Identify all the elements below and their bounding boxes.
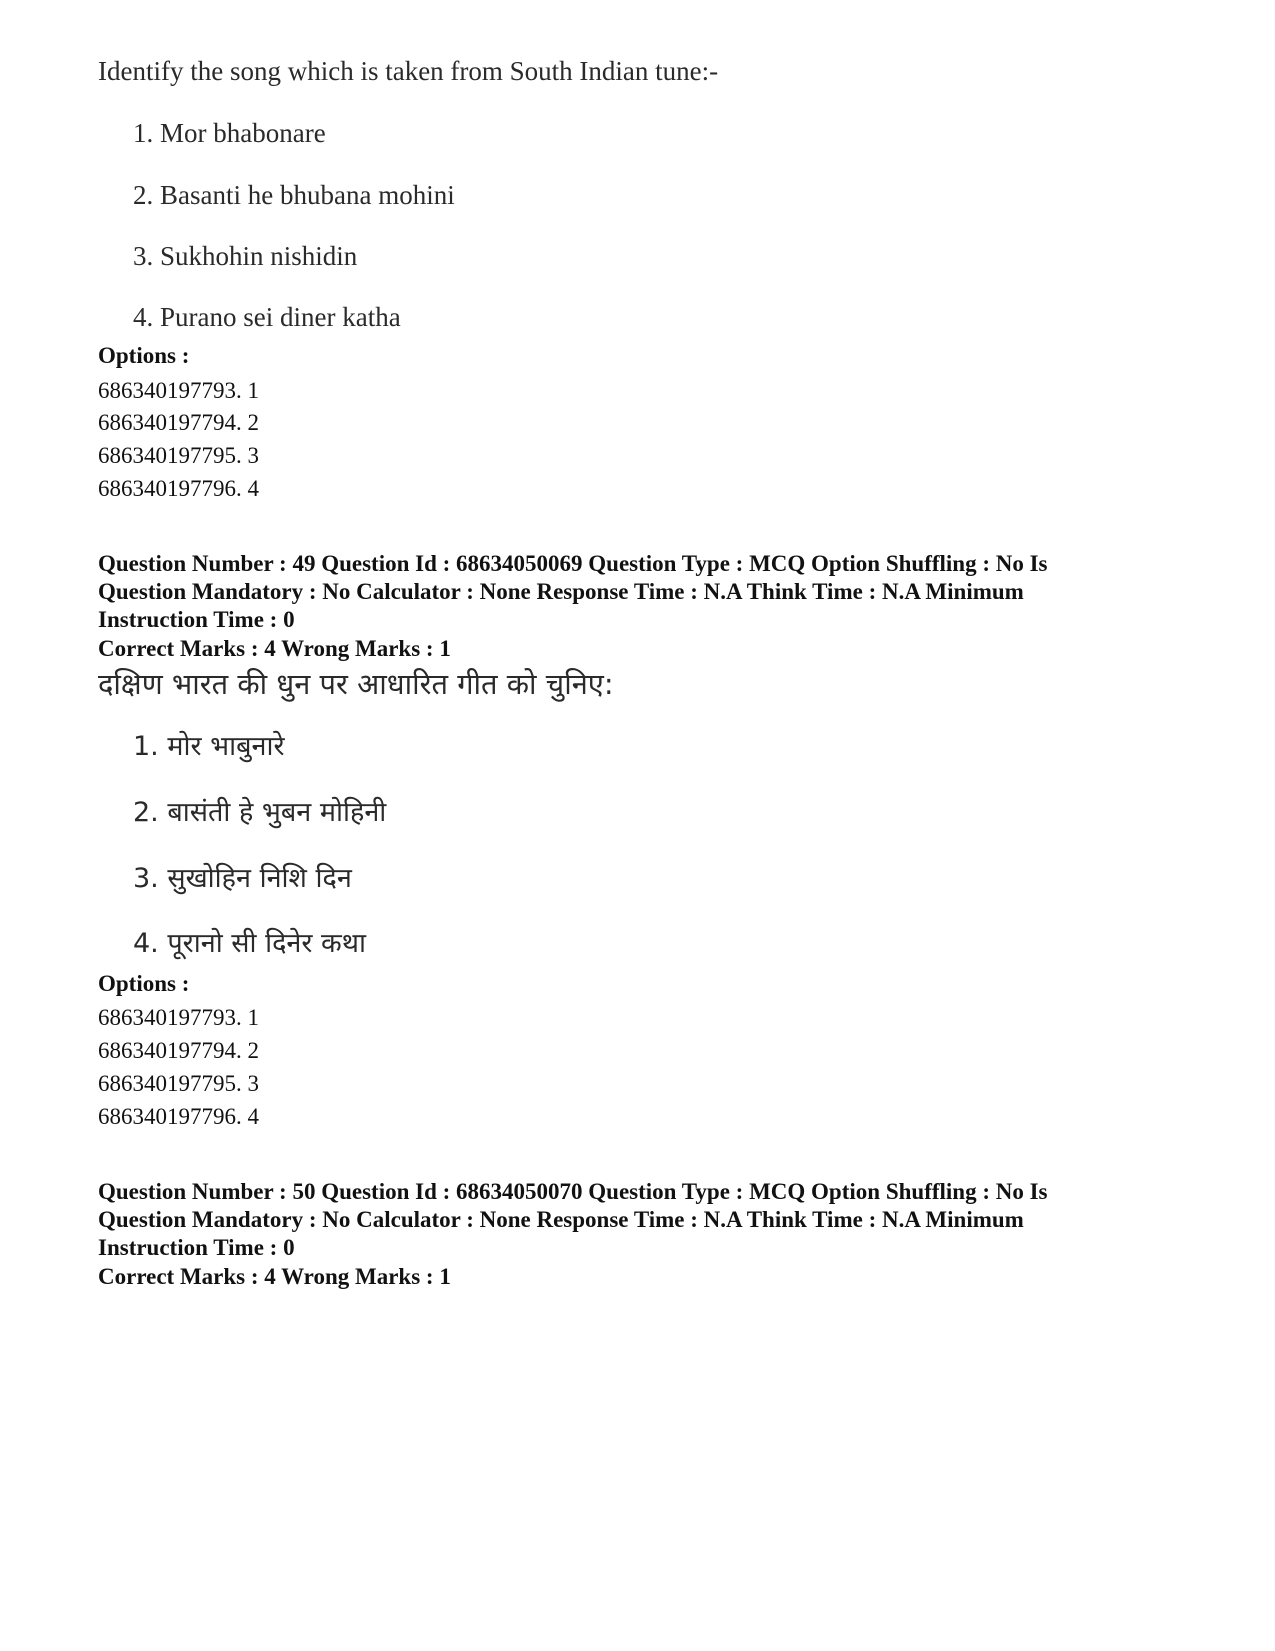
options-label: Options : — [98, 343, 190, 368]
marks-50: Correct Marks : 4 Wrong Marks : 1 — [98, 1264, 451, 1289]
meta-line: Question Number : 50 Question Id : 68634050070 Question Type : MCQ Option Shuffling : No Is — [98, 1179, 1048, 1204]
options-label: Options : — [98, 971, 190, 996]
meta-line: Instruction Time : 0 — [98, 607, 295, 632]
question-item-2: 2. Basanti he bhubana mohini — [133, 180, 455, 210]
option-line: 686340197793. 1 — [98, 378, 259, 403]
question-item-3: 3. Sukhohin nishidin — [133, 241, 358, 271]
question-text-english: Identify the song which is taken from South Indian tune:- — [98, 56, 719, 86]
meta-line: Question Mandatory : No Calculator : None Response Time : N.A Think Time : N.A Minimum — [98, 1207, 1024, 1232]
option-line: 686340197794. 2 — [98, 1038, 259, 1063]
option-line: 686340197794. 2 — [98, 410, 259, 435]
meta-line: Instruction Time : 0 — [98, 1235, 295, 1260]
question-meta-49 — [98, 550, 1178, 634]
question-meta-50 — [98, 1178, 1178, 1262]
option-line: 686340197793. 1 — [98, 1005, 259, 1030]
meta-line: Question Number : 49 Question Id : 68634050069 Question Type : MCQ Option Shuffling : No Is — [98, 551, 1048, 576]
option-line: 686340197796. 4 — [98, 1104, 259, 1129]
question-item-3: 3. सुखोहिन निशि दिन — [133, 863, 352, 894]
option-line: 686340197795. 3 — [98, 1071, 259, 1096]
question-item-4: 4. Purano sei diner katha — [133, 302, 401, 332]
question-item-1: 1. मोर भाबुनारे — [133, 731, 285, 762]
marks-49: Correct Marks : 4 Wrong Marks : 1 — [98, 636, 451, 661]
question-text-hindi: दक्षिण भारत की धुन पर आधारित गीत को चुनिए: — [98, 667, 614, 701]
option-line: 686340197795. 3 — [98, 443, 259, 468]
question-item-2: 2. बासंती हे भुबन मोहिनी — [133, 797, 387, 828]
question-item-1: 1. Mor bhabonare — [133, 118, 326, 148]
question-item-4: 4. पूरानो सी दिनेर कथा — [133, 928, 367, 959]
meta-line: Question Mandatory : No Calculator : None Response Time : N.A Think Time : N.A Minimum — [98, 579, 1024, 604]
option-line: 686340197796. 4 — [98, 476, 259, 501]
